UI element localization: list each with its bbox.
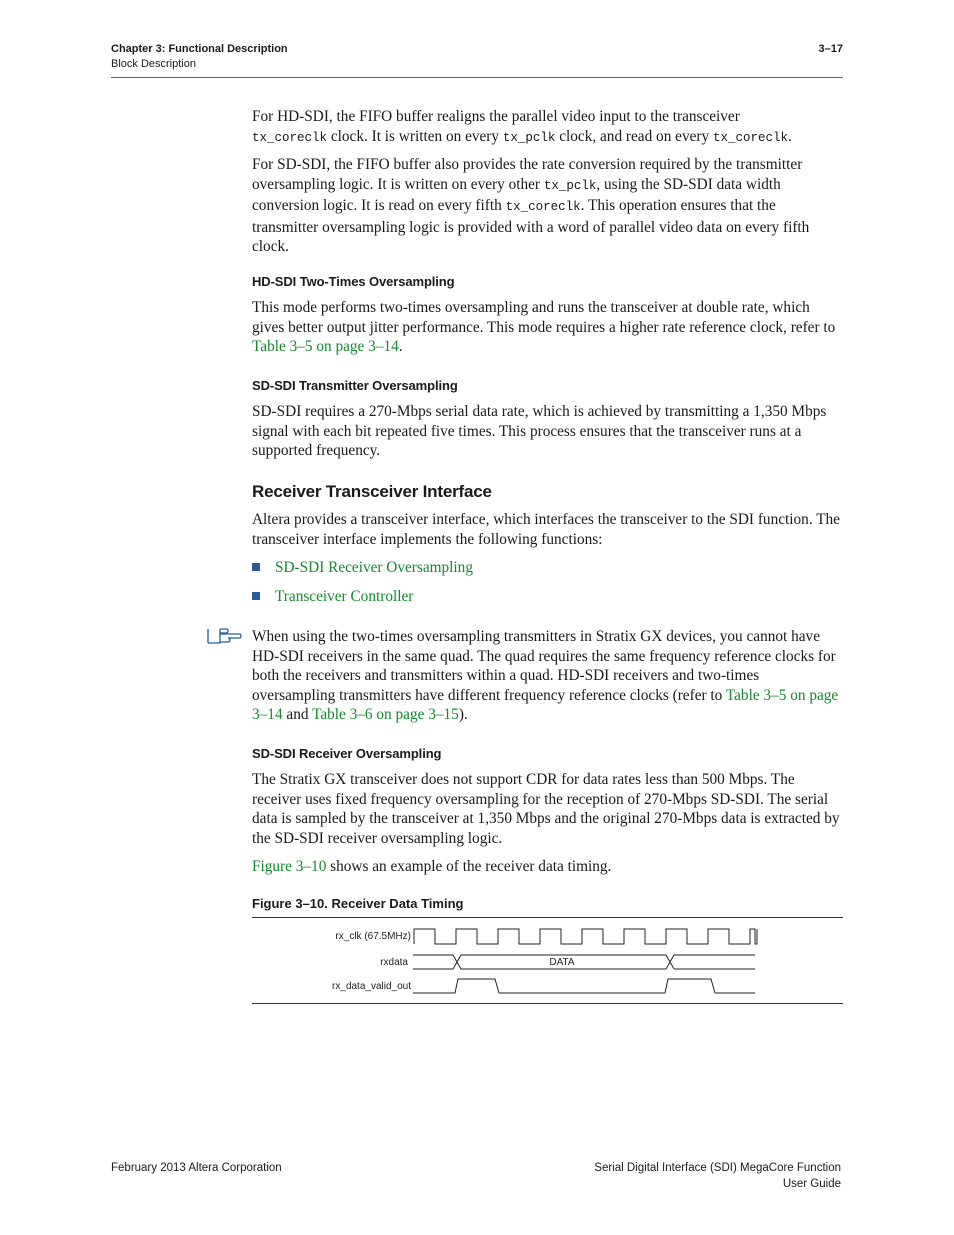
text: clock. It is written on every <box>327 127 503 145</box>
transceiver-controller-link[interactable]: Transceiver Controller <box>275 588 414 605</box>
rx-clk-waveform <box>414 929 757 944</box>
table-3-5-link[interactable]: Table 3–5 on page 3–14 <box>252 686 839 724</box>
heading-receiver-transceiver-interface: Receiver Transceiver Interface <box>252 482 492 501</box>
section-title: Block Description <box>111 58 196 70</box>
signal-label-rxdata: rxdata <box>380 957 408 968</box>
heading-hd-sdi-oversampling: HD-SDI Two-Times Oversampling <box>252 274 455 289</box>
text: This mode performs two-times oversampling and runs the transceiver at double rate, which gives better output jitter performance. This mode requires a higher rate reference clock, refer to <box>252 299 836 336</box>
figure-top-rule <box>252 917 843 918</box>
text: . <box>788 127 792 145</box>
bullet-square-icon <box>252 592 260 600</box>
paragraph-sd-sdi-tx: SD-SDI requires a 270-Mbps serial data rate, which is achieved by transmitting a 1,350 Mbps signal with each bit repeated five times. This process ensures that the transceiver runs at a supported frequency. <box>252 403 827 460</box>
code-signal: tx_pclk <box>502 130 556 145</box>
note-paragraph <box>252 627 842 725</box>
table-3-6-link[interactable]: Table 3–6 on page 3–15 <box>312 706 459 724</box>
page-header <box>111 42 843 72</box>
text: ). <box>458 706 468 724</box>
header-rule <box>111 77 843 78</box>
paragraph-figure-ref <box>252 857 842 877</box>
text: . <box>398 338 403 356</box>
code-signal: tx_coreclk <box>712 130 788 145</box>
text: , using the SD-SDI data width conversion logic. It is read on every fifth <box>252 175 781 215</box>
chapter-title: Chapter 3: Functional Description <box>111 43 288 55</box>
paragraph-sd-sdi-fifo <box>252 155 842 257</box>
signal-label-rx-data-valid-out: rx_data_valid_out <box>332 981 411 992</box>
page-number: 3–17 <box>818 43 843 55</box>
figure-bottom-rule <box>252 1003 843 1004</box>
bullet-square-icon <box>252 563 260 571</box>
rx-data-valid-out-waveform <box>413 979 755 993</box>
paragraph-sd-sdi-rx: The Stratix GX transceiver does not support CDR for data rates less than 500 Mbps. The receiver uses fixed frequency oversampling for the reception of 270-Mbps SD-SDI. The serial data is sampled by the transceiver at 1,350 Mbps and the original 270-Mbps data is extracted by the SD-SDI receiver oversampling logic. <box>252 771 840 847</box>
footer-left: February 2013 Altera Corporation <box>111 1162 282 1174</box>
figure-3-10-link[interactable]: Figure 3–10 <box>252 858 327 875</box>
footer-doc-type: User Guide <box>782 1178 841 1190</box>
text: For SD-SDI, the FIFO buffer also provides the rate conversion required by the transmitter oversampling logic. It is written on every other <box>252 156 803 193</box>
text: and <box>282 706 313 724</box>
table-3-5-link[interactable]: Table 3–5 on page 3–14 <box>252 338 399 356</box>
note-pointing-hand-icon <box>206 626 242 651</box>
text: shows an example of the receiver data timing. <box>326 858 612 875</box>
text: For HD-SDI, the FIFO buffer realigns the parallel video input to the transceiver <box>252 108 740 125</box>
heading-sd-sdi-tx-oversampling: SD-SDI Transmitter Oversampling <box>252 378 458 393</box>
footer-doc-title: Serial Digital Interface (SDI) MegaCore Function <box>594 1162 841 1174</box>
text: . This operation ensures that the transmitter oversampling logic is provided with a word of parallel video data on every fifth clock. <box>252 197 810 256</box>
footer-right <box>594 1160 841 1192</box>
text: When using the two-times oversampling transmitters in Stratix GX devices, you cannot have HD-SDI receivers in the same quad. The quad requires the same frequency reference clocks for both the receivers and transmitters within a quad. HD-SDI receivers and two-times oversampling transmitters have different frequency reference clocks (refer to <box>252 628 836 704</box>
paragraph-hd-sdi-mode <box>252 298 842 357</box>
timing-diagram <box>252 920 843 1009</box>
rxdata-bus <box>413 955 755 969</box>
code-signal: tx_coreclk <box>252 130 328 145</box>
heading-sd-sdi-rx-oversampling: SD-SDI Receiver Oversampling <box>252 746 442 761</box>
code-signal: tx_coreclk <box>505 200 581 215</box>
text: clock, and read on every <box>555 127 713 145</box>
list-item <box>252 587 413 607</box>
data-label: DATA <box>549 957 575 968</box>
paragraph-hd-sdi-fifo <box>252 107 842 148</box>
sd-sdi-receiver-oversampling-link[interactable]: SD-SDI Receiver Oversampling <box>275 559 473 576</box>
signal-label-rx-clk: rx_clk (67.5MHz) <box>335 931 411 942</box>
figure-title: Figure 3–10. Receiver Data Timing <box>252 896 464 911</box>
list-item <box>252 558 473 578</box>
code-signal: tx_pclk <box>543 178 597 193</box>
paragraph-transceiver-interface: Altera provides a transceiver interface, which interfaces the transceiver to the SDI function. The transceiver interface implements the following functions: <box>252 511 840 548</box>
